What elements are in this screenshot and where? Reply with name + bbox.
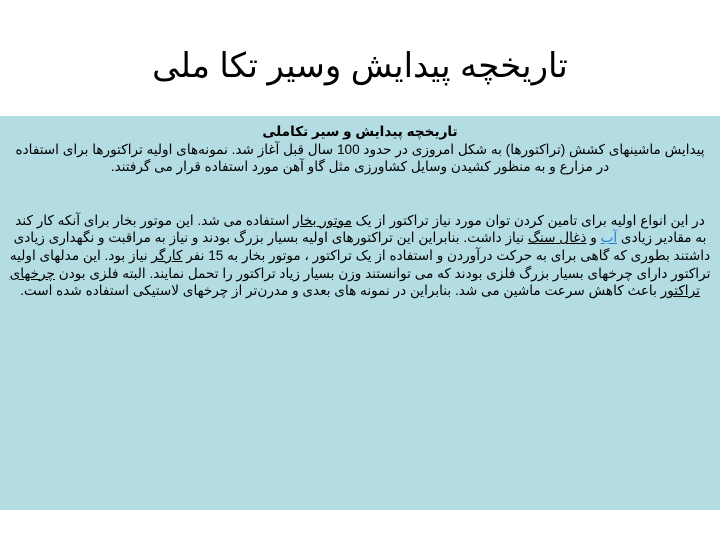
- worker-link[interactable]: کارگر: [151, 247, 183, 263]
- slide-title: تاریخچه پیدایش وسیر تکا ملی: [152, 47, 568, 85]
- p2-text-5: نیاز بود. این مدلهای اولیه تراکتور دارای چرخهای بسیار بزرگ فلزی بودند که می توانستند وزن بسیار زیاد تراکتور را تحمل نمایند. البته فلزی بودن: [9, 247, 711, 281]
- intro-text: پیدایش ماشینهای کشش (تراکتورها) به شکل امروزی در حدود 100 سال قبل آغاز شد. نمونه‌های اولیه تراکتورها برای استفاده در مزارع و به منظور کشیدن وسایل کشاورزی مثل گاو آهن مورد استفاده قرار می گرفتند.: [15, 141, 705, 175]
- paragraph-spacer: [8, 176, 712, 212]
- steam-engine-paragraph: [8, 212, 712, 300]
- p2-text-4: نیاز داشت. بنابراین این تراکتورهای اولیه بسیار بزرگ بودند و نیاز به مراقبت و نگهداری زیادی داشتند بطوری که گاهی برای به حرکت درآوردن و استفاده از یک تراکتور ، موتور بخار به 15 نفر: [13, 230, 711, 263]
- p2-text-2: استفاده می شد. این موتور بخار برای آنکه کار کند به مقادیر زیادی: [15, 212, 707, 246]
- coal-link[interactable]: ذغال سنگ: [527, 230, 587, 246]
- p2-text-6: باعث کاهش سرعت ماشین می شد. بنابراین در نمونه های بعدی و مدرن‌تر از چرخهای لاستیکی استفاده شده است.: [20, 283, 661, 299]
- p2-text-3: و: [586, 230, 601, 246]
- p2-text-1: در این انواع اولیه برای تامین کردن توان مورد نیاز تراکتور از یک: [351, 212, 705, 228]
- steam-engine-link[interactable]: موتور بخار: [293, 212, 352, 228]
- water-link[interactable]: آب: [600, 230, 618, 246]
- content-box: [0, 116, 720, 510]
- intro-paragraph: [8, 123, 712, 176]
- body-heading: تاریخچه پیدایش و سیر تکاملی: [262, 124, 458, 139]
- tractor-wheels-link[interactable]: چرخهای تراکتور: [9, 265, 700, 299]
